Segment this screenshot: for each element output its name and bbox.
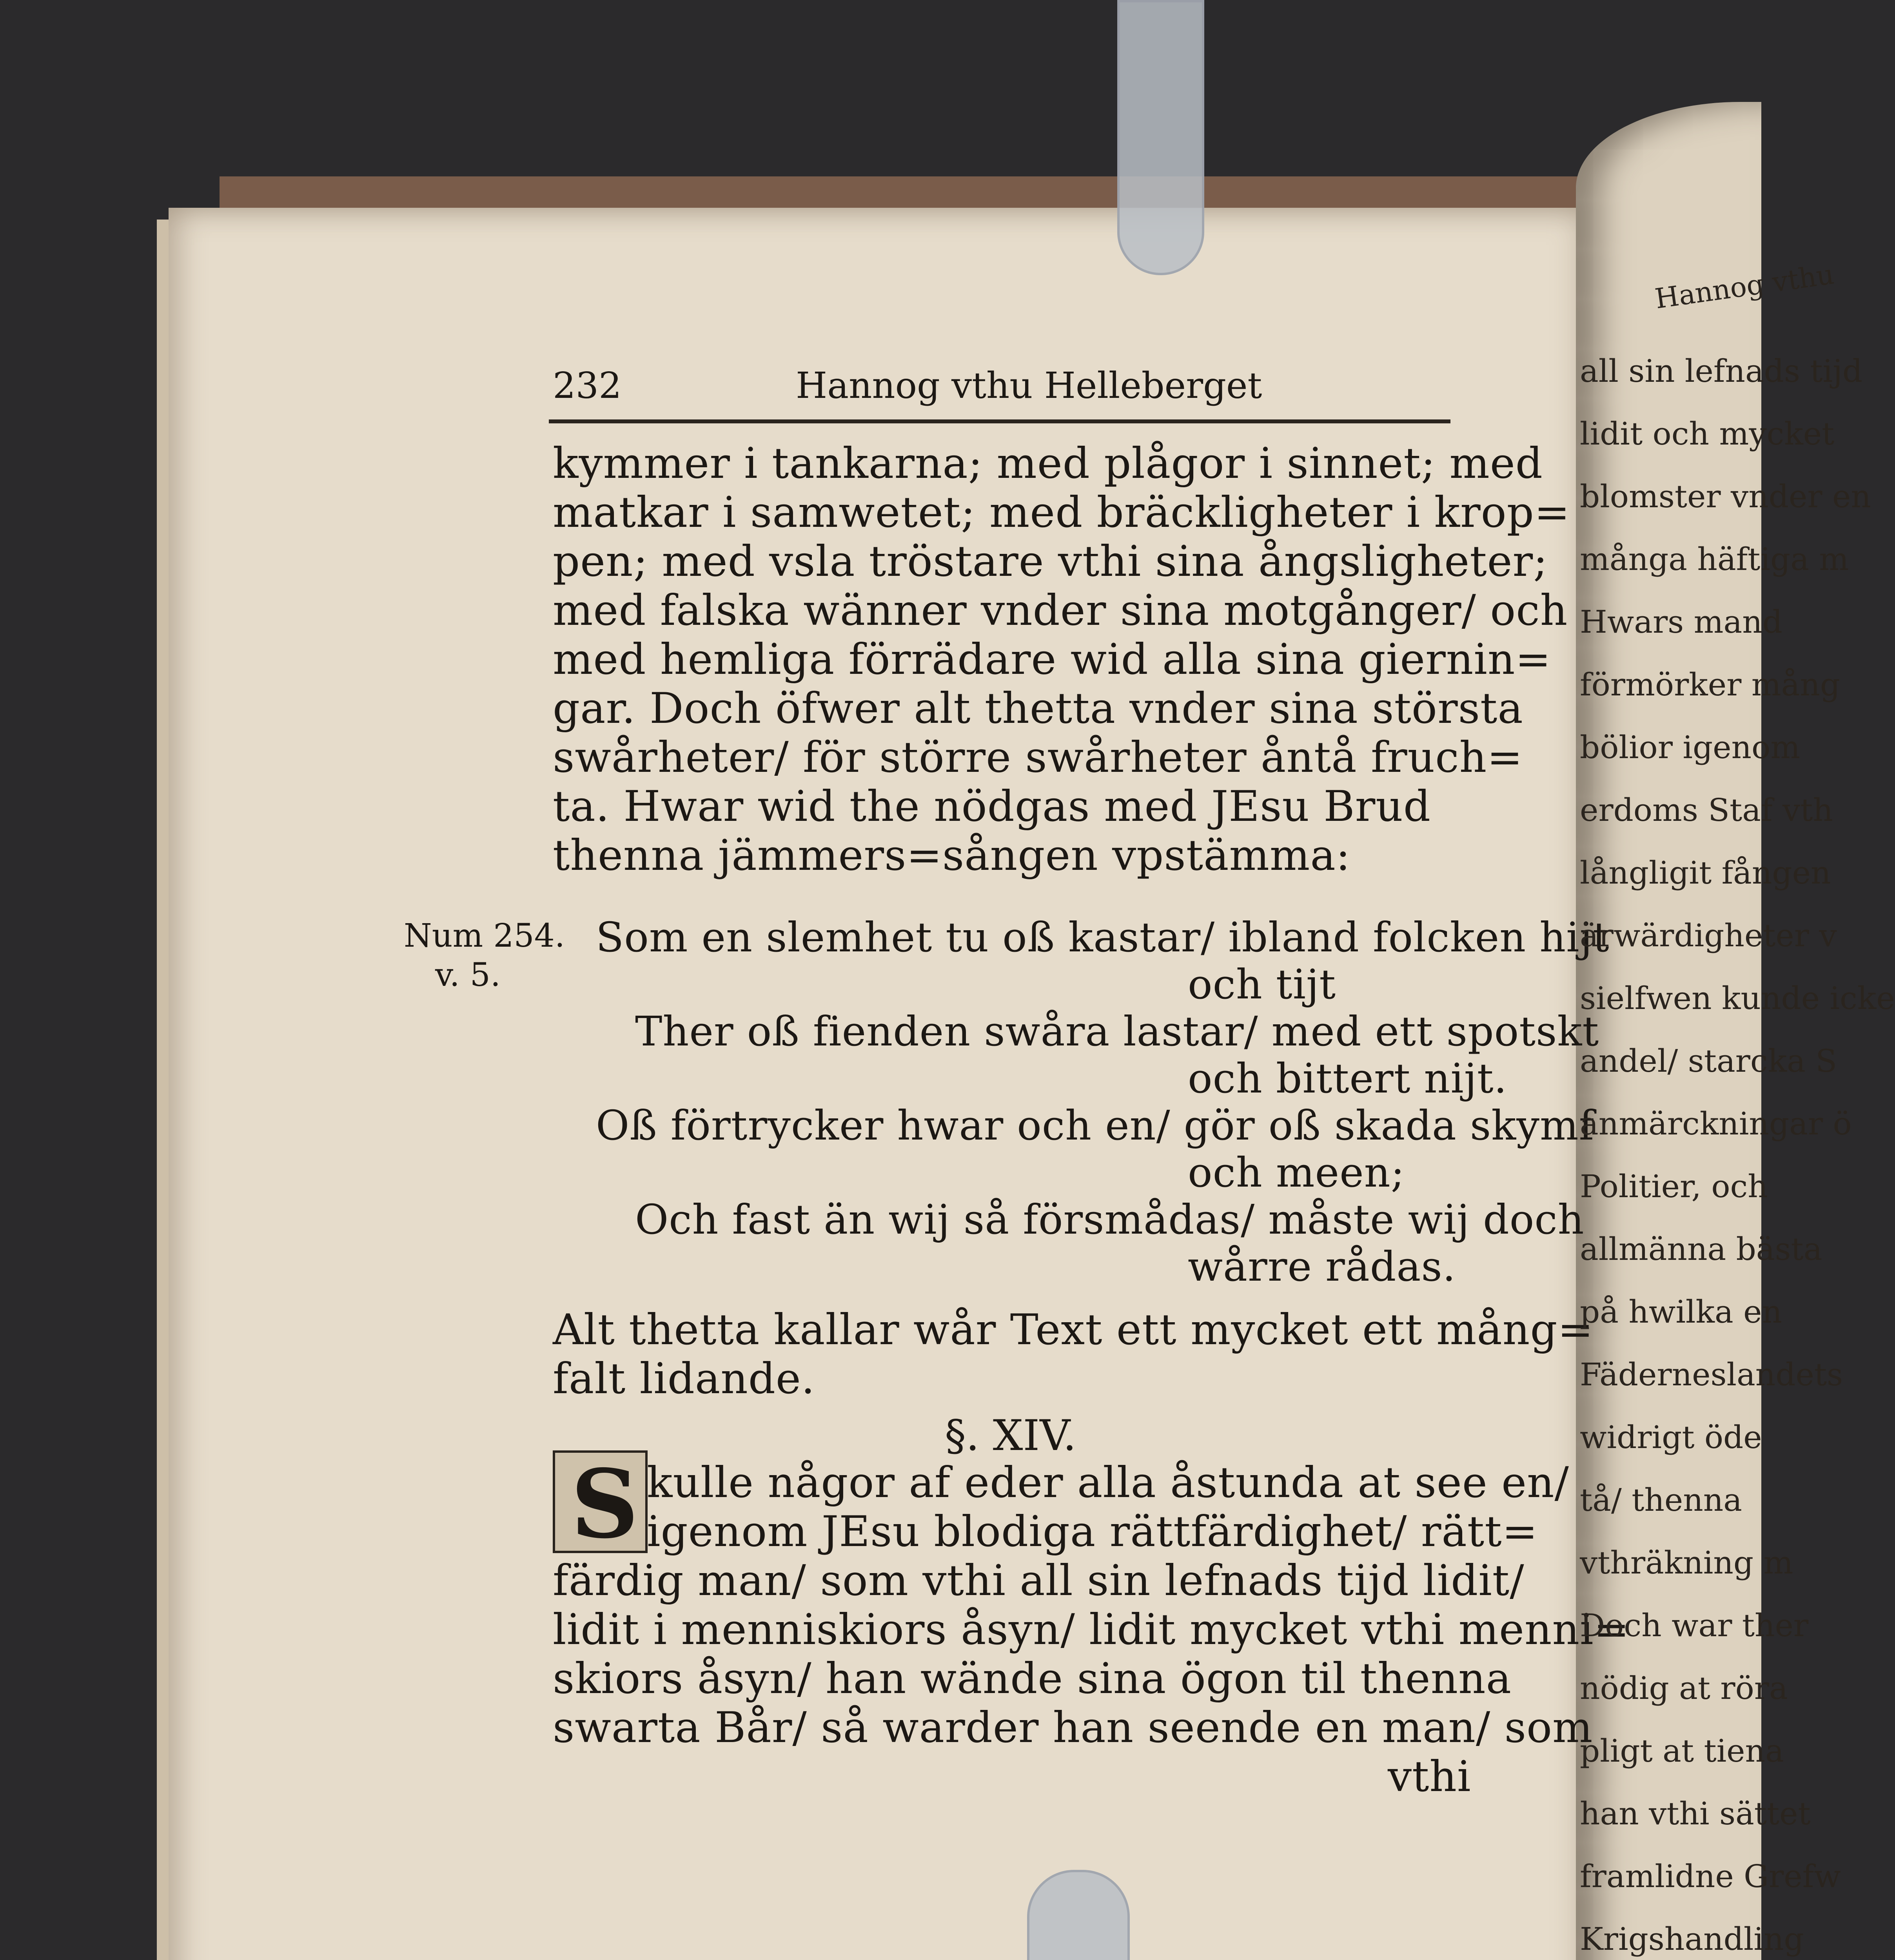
body-line: ta. Hwar wid the nödgas med JEsu Brud [553,782,1431,831]
body-line: lidit i menniskiors åsyn/ lidit mycket vthi menni= [553,1605,1630,1654]
body-line: kulle någor af eder alla åstunda at see en/ [647,1458,1569,1507]
right-page-line: Fäderneslandets [1580,1356,1843,1393]
verse-line: Som en slemhet tu oß kastar/ ibland folcken hijt [596,913,1610,961]
right-page-line: nödig at röra [1580,1670,1788,1706]
right-page-line: tå/ thenna [1580,1482,1742,1518]
right-page-line: många häftiga m [1580,541,1849,577]
body-line: färdig man/ som vthi all sin lefnads tijd lidit/ [553,1556,1525,1605]
margin-note-verse: v. 5. [435,956,501,994]
right-page-running-head: Hannog vthu [1653,258,1836,315]
body-line: falt lidande. [553,1354,815,1403]
body-line: skiors åsyn/ han wände sina ögon til thenna [553,1654,1512,1703]
verse-line: Ther oß fienden swåra lastar/ med ett spotskt [635,1007,1599,1055]
margin-note-citation: Num 254. [404,917,565,955]
right-page-line: bölior igenom [1580,729,1801,766]
body-line: thenna jämmers=sången vpstämma: [553,831,1351,880]
right-page-line: långligit fången [1580,855,1831,891]
right-page-line: Krigshandling [1580,1921,1804,1957]
body-line: med hemliga förrädare wid alla sina giernin= [553,635,1551,684]
body-line: gar. Doch öfwer alt thetta vnder sina största [553,684,1523,733]
verse-line: och bittert nijt. [1188,1054,1507,1102]
body-line: Alt thetta kallar wår Text ett mycket ett mång= [553,1305,1594,1354]
right-page-line: widrigt öde [1580,1419,1762,1455]
right-page-line: anmärckningar ö [1580,1105,1852,1142]
right-page-line: Politier, och [1580,1168,1768,1205]
dropcap-letter: S [571,1449,639,1559]
right-page-line: framlidne Grefw [1580,1858,1841,1895]
page-clip-top [1117,0,1204,275]
right-page-line: på hwilka en [1580,1294,1782,1330]
body-line: kymmer i tankarna; med plågor i sinnet; med [553,439,1543,488]
right-page-line: allmänna bästa [1580,1231,1822,1267]
body-line: matkar i samwetet; med bräckligheter i krop= [553,488,1570,537]
verse-line: och meen; [1188,1149,1405,1196]
right-page-line: lidit och mycket [1580,416,1835,452]
verse-line: Oß förtrycker hwar och en/ gör oß skada skymf [596,1102,1595,1149]
header-rule [549,419,1450,423]
right-page-line: sielfwen kunde icke [1580,980,1895,1016]
verse-line: och tijt [1188,960,1336,1008]
dropcap [553,1449,648,1559]
right-page-line: förmörker mång [1580,666,1841,703]
page-clip-bottom [1027,1870,1130,1960]
body-line: med falska wänner vnder sina motgånger/ och [553,586,1568,635]
body-line: igenom JEsu blodiga rättfärdighet/ rätt= [647,1507,1538,1556]
right-page-line: han vthi sättet [1580,1795,1811,1832]
right-page-line: andel/ starcka S [1580,1043,1837,1079]
right-page-line: erdoms Staf vth [1580,792,1833,828]
section-heading: §. XIV. [945,1411,1076,1460]
page-number: 232 [553,365,622,407]
catchword: vthi [1388,1752,1471,1801]
body-line: swårheter/ för större swårheter åntå fruch= [553,733,1523,782]
right-page-line: ärwärdigheter v [1580,917,1837,954]
right-page-line: Hwars mand [1580,604,1782,640]
right-page-line: vthräkning m [1580,1544,1793,1581]
body-line: pen; med vsla tröstare vthi sina ångsligheter; [553,537,1548,586]
verse-line: Och fast än wij så försmådas/ måste wij doch [635,1196,1585,1243]
running-head: Hannog vthu Helleberget [796,365,1262,407]
right-page-line: Doch war ther [1580,1607,1809,1644]
right-page-line: pligt at tiena [1580,1733,1784,1769]
body-line: swarta Bår/ så warder han seende en man/ som [553,1703,1593,1752]
verse-line: wårre rådas. [1188,1243,1456,1290]
right-page-line: all sin lefnads tijd [1580,353,1863,389]
right-page-line: blomster vnder en [1580,478,1871,515]
